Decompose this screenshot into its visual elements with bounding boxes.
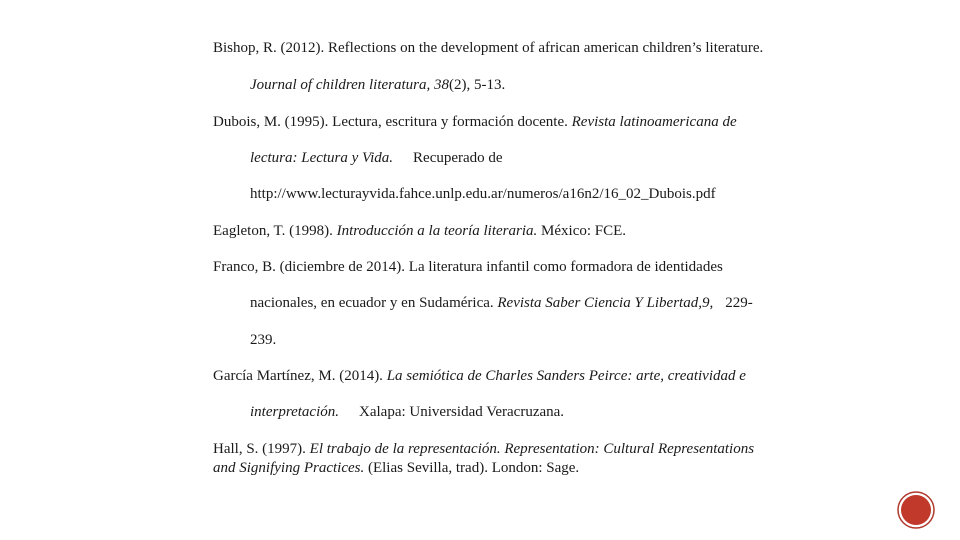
ref-dubois-url: http://www.lecturayvida.fahce.unlp.edu.ar/numeros/a16n2/16_02_Dubois.pdf (250, 186, 716, 202)
ref-franco-line1 (213, 258, 723, 276)
ref-garcia-title: La semiótica de Charles Sanders Peirce: arte, creatividad e (386, 368, 746, 384)
ref-eagleton (213, 222, 626, 240)
ref-hall-title-cont: and Signifying Practices. (213, 460, 365, 476)
ref-franco-journal: Revista Saber Ciencia Y Libertad,9, (497, 295, 714, 311)
ref-franco-text: Franco, B. (diciembre de 2014). La literatura infantil como formadora de identidades (213, 259, 723, 275)
slide-number-circle-icon (896, 490, 936, 530)
ref-dubois-journal: Revista latinoamericana de (571, 114, 737, 130)
ref-hall-line2 (213, 459, 579, 477)
ref-franco-pages: 229- (725, 295, 753, 311)
slide-number-badge (896, 490, 936, 530)
ref-hall-title: El trabajo de la representación. Representation: Cultural Representations (309, 441, 755, 457)
ref-eagleton-author: Eagleton, T. (1998). (213, 223, 337, 239)
ref-bishop-text: Bishop, R. (2012). Reflections on the development of african american children’s literature. (213, 40, 764, 56)
ref-bishop-pages: (2), 5-13. (449, 77, 506, 93)
ref-eagleton-publisher: México: FCE. (537, 223, 627, 239)
ref-garcia-line2 (250, 403, 564, 421)
ref-eagleton-title: Introducción a la teoría literaria. (336, 223, 538, 239)
ref-bishop-line2 (250, 76, 505, 94)
ref-dubois-retrieved: Recuperado de (413, 150, 503, 166)
ref-hall-publisher: (Elias Sevilla, trad). London: Sage. (364, 460, 580, 476)
ref-bishop-journal: Journal of children literatura, 38 (250, 77, 450, 93)
ref-dubois-author: Dubois, M. (1995). Lectura, escritura y formación docente. (213, 114, 572, 130)
ref-garcia-author: García Martínez, M. (2014). (213, 368, 387, 384)
ref-garcia-title-cont: interpretación. (250, 404, 340, 420)
ref-dubois-journal-cont: lectura: Lectura y Vida. (250, 150, 394, 166)
ref-franco-title: nacionales, en ecuador y en Sudamérica. (250, 295, 498, 311)
ref-hall-author: Hall, S. (1997). (213, 441, 310, 457)
ref-bishop-line1 (213, 39, 763, 57)
ref-dubois-line2 (250, 149, 503, 167)
ref-franco-line2 (250, 294, 753, 312)
ref-dubois-line3 (250, 185, 716, 203)
ref-dubois-line1 (213, 113, 737, 131)
ref-garcia-publisher: Xalapa: Universidad Veracruzana. (359, 404, 565, 420)
ref-hall-line1 (213, 440, 754, 458)
ref-franco-pages-end: 239. (250, 332, 277, 348)
ref-franco-line3 (250, 331, 276, 349)
ref-garcia-line1 (213, 367, 746, 385)
